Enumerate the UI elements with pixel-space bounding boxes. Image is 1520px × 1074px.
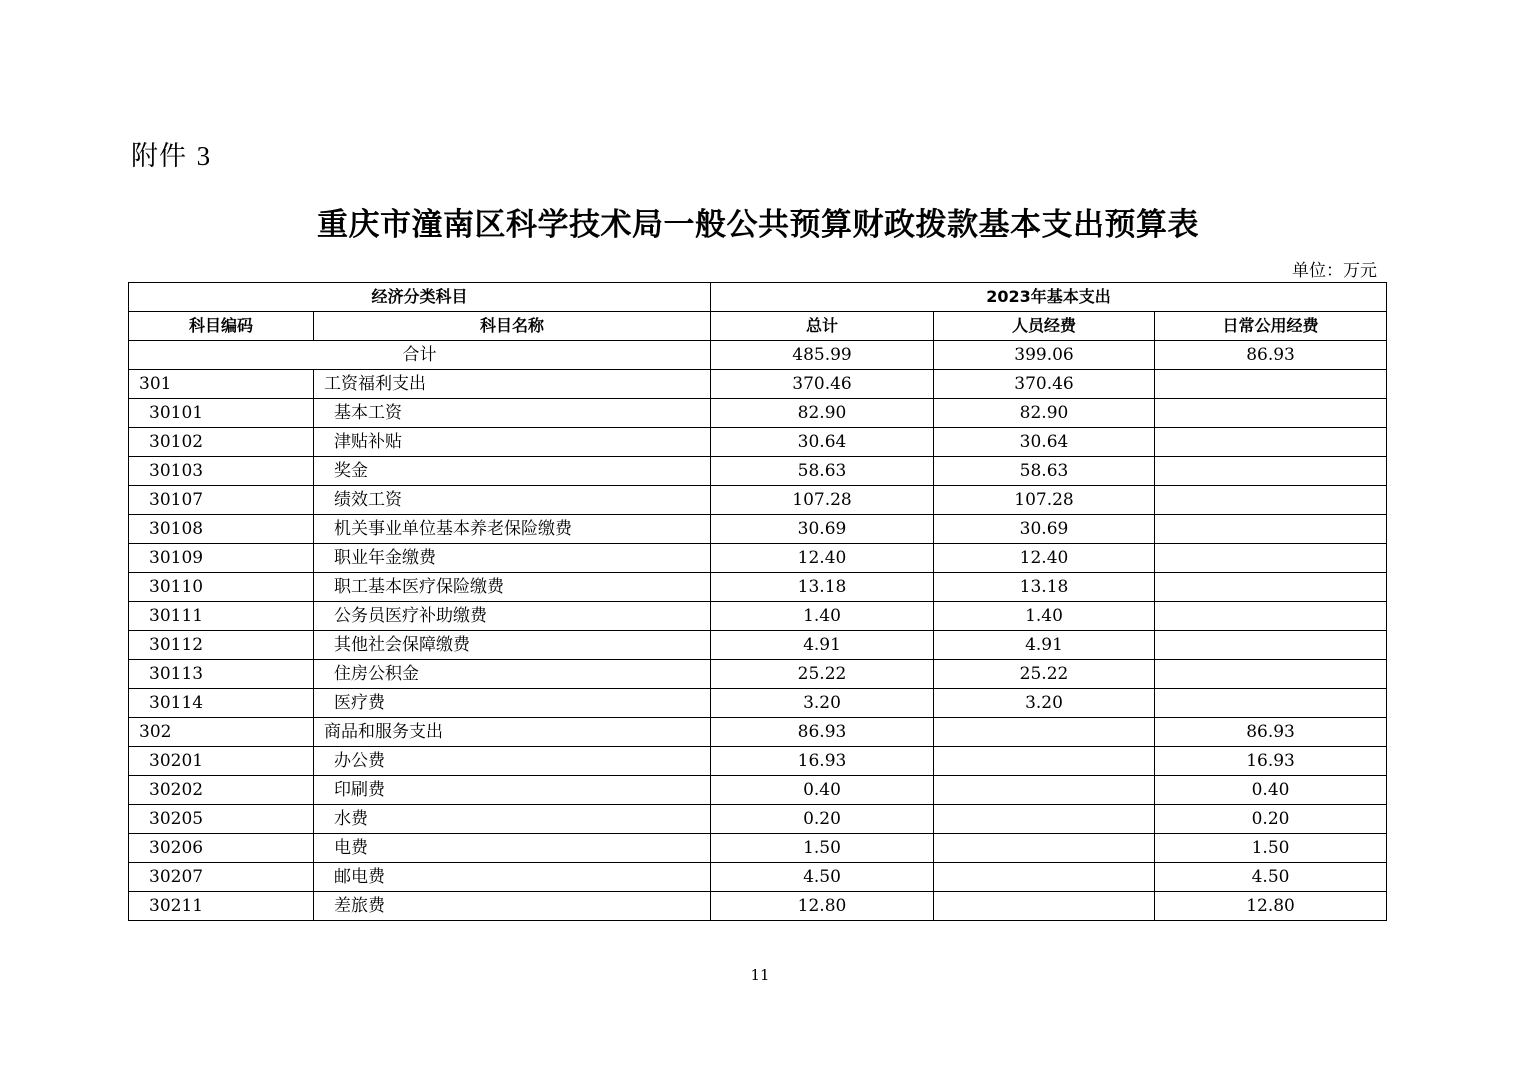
row-code: 30206 — [129, 834, 314, 863]
budget-table — [128, 282, 1387, 921]
row-personnel: 370.46 — [934, 370, 1155, 399]
table-row — [129, 573, 1387, 602]
row-total: 3.20 — [711, 689, 934, 718]
row-public — [1155, 370, 1387, 399]
row-total: 0.20 — [711, 805, 934, 834]
row-personnel: 30.64 — [934, 428, 1155, 457]
row-code: 30201 — [129, 747, 314, 776]
page-number: 11 — [750, 966, 770, 984]
table-row — [129, 863, 1387, 892]
table-row — [129, 370, 1387, 399]
row-total: 370.46 — [711, 370, 934, 399]
row-name: 职工基本医疗保险缴费 — [314, 573, 711, 602]
col-header-total: 总计 — [711, 312, 934, 341]
row-name: 邮电费 — [314, 863, 711, 892]
table-row — [129, 776, 1387, 805]
table-row — [129, 457, 1387, 486]
row-personnel: 1.40 — [934, 602, 1155, 631]
table-row — [129, 892, 1387, 921]
table-row — [129, 805, 1387, 834]
row-public — [1155, 689, 1387, 718]
row-name: 公务员医疗补助缴费 — [314, 602, 711, 631]
row-total: 1.40 — [711, 602, 934, 631]
row-code: 30107 — [129, 486, 314, 515]
table-body — [129, 341, 1387, 921]
row-name: 基本工资 — [314, 399, 711, 428]
table-row — [129, 689, 1387, 718]
row-total: 12.40 — [711, 544, 934, 573]
group-header-row — [129, 283, 1387, 312]
row-public: 86.93 — [1155, 718, 1387, 747]
row-public — [1155, 573, 1387, 602]
table-row — [129, 718, 1387, 747]
row-public: 12.80 — [1155, 892, 1387, 921]
table-row — [129, 399, 1387, 428]
row-code: 30108 — [129, 515, 314, 544]
row-total: 0.40 — [711, 776, 934, 805]
row-total: 86.93 — [711, 718, 934, 747]
row-name: 绩效工资 — [314, 486, 711, 515]
row-total: 13.18 — [711, 573, 934, 602]
row-code: 30103 — [129, 457, 314, 486]
row-name: 办公费 — [314, 747, 711, 776]
table-row — [129, 631, 1387, 660]
row-total: 107.28 — [711, 486, 934, 515]
row-name: 工资福利支出 — [314, 370, 711, 399]
row-personnel: 3.20 — [934, 689, 1155, 718]
row-public — [1155, 660, 1387, 689]
row-public — [1155, 399, 1387, 428]
row-name: 津贴补贴 — [314, 428, 711, 457]
row-personnel — [934, 805, 1155, 834]
row-code: 301 — [129, 370, 314, 399]
row-public — [1155, 515, 1387, 544]
total-label: 合计 — [129, 341, 711, 370]
total-sum: 485.99 — [711, 341, 934, 370]
row-personnel: 12.40 — [934, 544, 1155, 573]
table-row — [129, 428, 1387, 457]
row-name: 医疗费 — [314, 689, 711, 718]
attachment-label: 附件 3 — [131, 141, 212, 172]
row-public — [1155, 631, 1387, 660]
row-code: 30101 — [129, 399, 314, 428]
attachment-number: 3 — [196, 141, 212, 171]
table-row — [129, 515, 1387, 544]
row-name: 奖金 — [314, 457, 711, 486]
row-public: 4.50 — [1155, 863, 1387, 892]
row-name: 商品和服务支出 — [314, 718, 711, 747]
row-code: 302 — [129, 718, 314, 747]
total-row — [129, 341, 1387, 370]
row-personnel: 25.22 — [934, 660, 1155, 689]
row-public: 0.20 — [1155, 805, 1387, 834]
col-header-personnel: 人员经费 — [934, 312, 1155, 341]
total-personnel: 399.06 — [934, 341, 1155, 370]
row-personnel: 107.28 — [934, 486, 1155, 515]
row-code: 30211 — [129, 892, 314, 921]
col-header-code: 科目编码 — [129, 312, 314, 341]
row-personnel — [934, 747, 1155, 776]
row-name: 住房公积金 — [314, 660, 711, 689]
row-personnel — [934, 834, 1155, 863]
row-name: 机关事业单位基本养老保险缴费 — [314, 515, 711, 544]
group-header-basic-expense: 2023年基本支出 — [711, 283, 1387, 312]
row-public — [1155, 428, 1387, 457]
row-personnel — [934, 718, 1155, 747]
group-header-economic: 经济分类科目 — [129, 283, 711, 312]
row-code: 30207 — [129, 863, 314, 892]
table-row — [129, 747, 1387, 776]
row-name: 电费 — [314, 834, 711, 863]
row-personnel — [934, 776, 1155, 805]
row-name: 差旅费 — [314, 892, 711, 921]
row-code: 30102 — [129, 428, 314, 457]
row-public — [1155, 486, 1387, 515]
row-public: 16.93 — [1155, 747, 1387, 776]
table-row — [129, 660, 1387, 689]
row-personnel: 4.91 — [934, 631, 1155, 660]
row-total: 30.69 — [711, 515, 934, 544]
row-code: 30109 — [129, 544, 314, 573]
row-name: 职业年金缴费 — [314, 544, 711, 573]
table-row — [129, 834, 1387, 863]
row-public — [1155, 602, 1387, 631]
column-header-row — [129, 312, 1387, 341]
row-name: 其他社会保障缴费 — [314, 631, 711, 660]
row-total: 12.80 — [711, 892, 934, 921]
row-personnel: 30.69 — [934, 515, 1155, 544]
row-code: 30205 — [129, 805, 314, 834]
row-personnel — [934, 892, 1155, 921]
row-total: 25.22 — [711, 660, 934, 689]
row-code: 30112 — [129, 631, 314, 660]
row-public: 1.50 — [1155, 834, 1387, 863]
row-code: 30114 — [129, 689, 314, 718]
table-row — [129, 486, 1387, 515]
col-header-name: 科目名称 — [314, 312, 711, 341]
table-row — [129, 602, 1387, 631]
row-personnel: 82.90 — [934, 399, 1155, 428]
row-code: 30202 — [129, 776, 314, 805]
row-personnel — [934, 863, 1155, 892]
row-total: 82.90 — [711, 399, 934, 428]
row-code: 30111 — [129, 602, 314, 631]
row-total: 4.50 — [711, 863, 934, 892]
row-public — [1155, 457, 1387, 486]
row-personnel: 58.63 — [934, 457, 1155, 486]
row-total: 58.63 — [711, 457, 934, 486]
unit-label: 单位：万元 — [1292, 261, 1377, 281]
col-header-public: 日常公用经费 — [1155, 312, 1387, 341]
row-total: 1.50 — [711, 834, 934, 863]
row-total: 30.64 — [711, 428, 934, 457]
row-total: 16.93 — [711, 747, 934, 776]
row-public — [1155, 544, 1387, 573]
row-code: 30113 — [129, 660, 314, 689]
total-public: 86.93 — [1155, 341, 1387, 370]
table-row — [129, 544, 1387, 573]
row-code: 30110 — [129, 573, 314, 602]
document-title: 重庆市潼南区科学技术局一般公共预算财政拨款基本支出预算表 — [317, 207, 1199, 243]
row-total: 4.91 — [711, 631, 934, 660]
row-name: 水费 — [314, 805, 711, 834]
row-personnel: 13.18 — [934, 573, 1155, 602]
row-name: 印刷费 — [314, 776, 711, 805]
row-public: 0.40 — [1155, 776, 1387, 805]
